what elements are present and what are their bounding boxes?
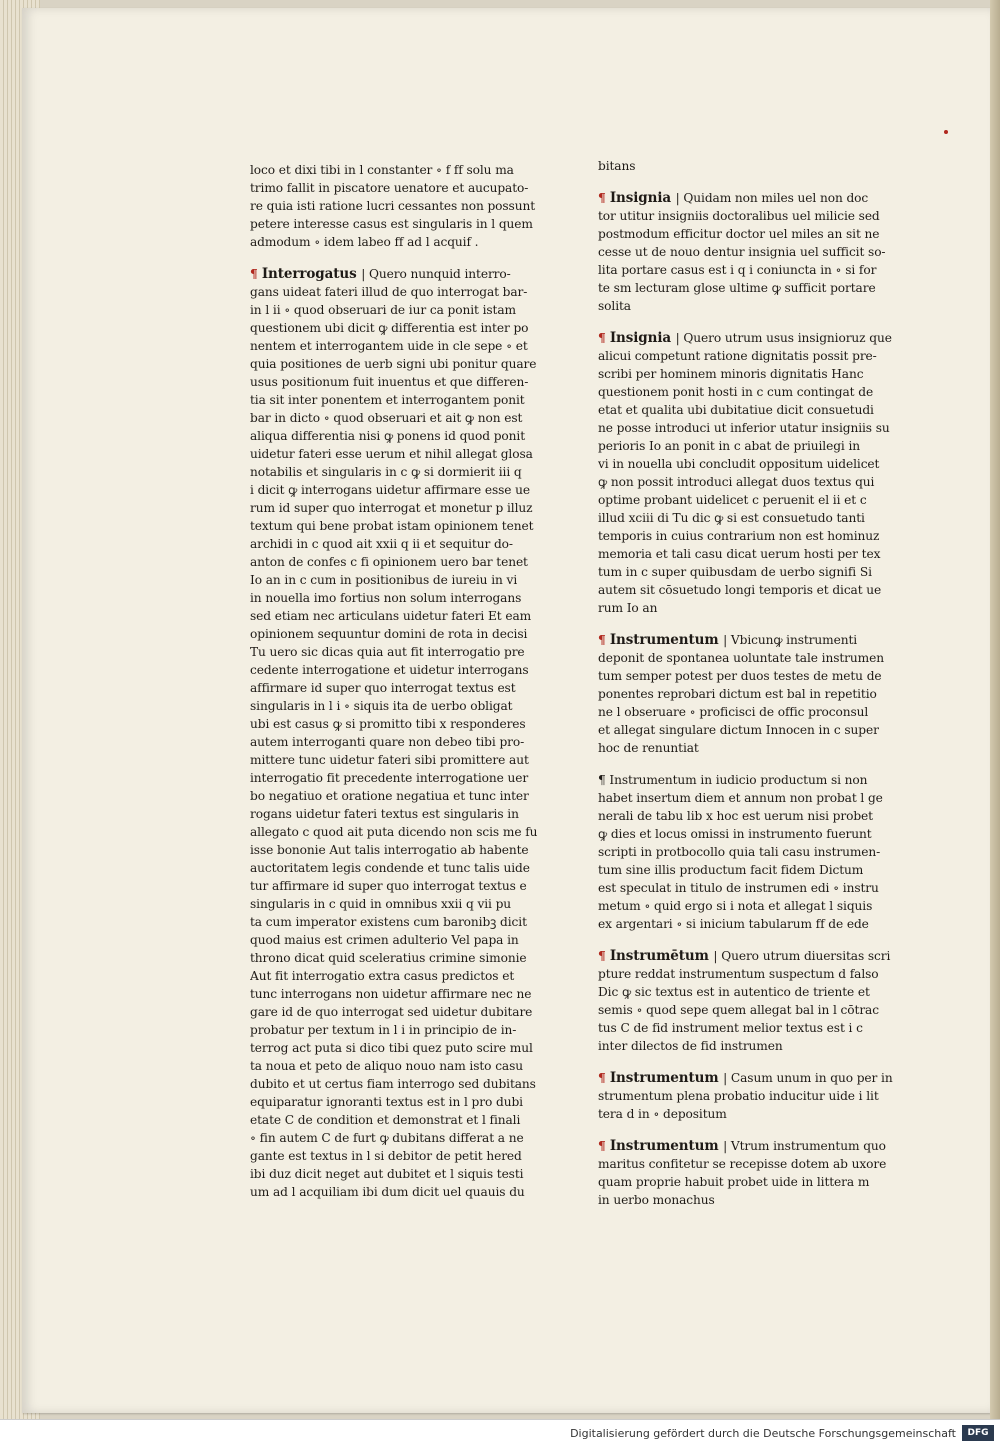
text-line: ibi duz dicit neget aut dubitet et l siquis testi [250,1167,524,1181]
text-line: ubi est casus ꝙ si promitto tibi x responderes [250,717,526,731]
text-line: ne l obseruare ∘ proficisci de offic proconsul [598,705,869,719]
text-line: notabilis et singularis in c ꝙ si dormierit iii q [250,465,522,479]
text-line: tum semper potest per duos testes de metu de [598,669,882,683]
text-line: ta cum imperator existens cum baronibꝫ dicit [250,915,527,929]
text-line: tia sit inter ponentem et interrogantem ponit [250,393,525,407]
text-line: rum Io an [598,601,658,615]
text-line: bitans [598,159,636,173]
text-line: te sm lecturam glose ultime ꝙ sufficit portare [598,281,876,295]
text-paragraph [598,157,898,175]
text-line: illud xciii di Tu dic ꝙ si est consuetudo tanti [598,511,865,525]
text-line: semis ∘ quod sepe quem allegat bal in l cōtrac [598,1003,879,1017]
left-text-column [250,161,550,1215]
text-line: gare id de quo interrogat sed uidetur dubitare [250,1005,533,1019]
text-line: sed etiam nec articulans uidetur fateri Et eam [250,609,532,623]
text-line: ¶ Instrumentum | Casum unum in quo per in [598,1070,893,1086]
text-paragraph [250,265,550,1201]
text-line: et allegat singulare dictum Innocen in c super [598,723,879,737]
text-line: anton de confes c fi opinionem uero bar tenet [250,555,528,569]
text-line: habet insertum diem et annum non probat l ge [598,791,883,805]
text-line: in nouella imo fortius non solum interrogans [250,591,522,605]
text-line: in l ii ∘ quod obseruari de iur ca ponit istam [250,303,516,317]
text-line: interrogatio fit precedente interrogatione uer [250,771,529,785]
text-line: singularis in c quid in omnibus xxii q vii pu [250,897,512,911]
text-line: uidetur fateri esse uerum et nihil allegat glosa [250,447,533,461]
text-line: questionem ubi dicit ꝙ differentia est inter po [250,321,529,335]
text-line: hoc de renuntiat [598,741,699,755]
text-paragraph [598,947,898,1055]
footer-credit-text: Digitalisierung gefördert durch die Deutsche Forschungsgemeinschaft [570,1427,956,1440]
text-line: loco et dixi tibi in l constanter ∘ f ff solu ma [250,163,514,177]
text-paragraph [598,771,898,933]
text-paragraph [598,1069,898,1123]
text-line: usus positionum fuit inuentus et que differen- [250,375,529,389]
text-paragraph [250,161,550,251]
text-line: lita portare casus est i q i coniuncta in ∘ si for [598,263,877,277]
text-line: ∘ fin autem C de furt ꝙ dubitans differat a ne [250,1131,524,1145]
text-line: autem interroganti quare non debeo tibi pro- [250,735,525,749]
text-line: in uerbo monachus [598,1193,715,1207]
text-line: alicui competunt ratione dignitatis possit pre- [598,349,877,363]
text-line: auctoritatem legis condende et tunc talis uide [250,861,530,875]
text-line: throno dicat quid sceleratius crimine simonie [250,951,527,965]
text-line: mittere tunc uidetur fateri sibi promittere aut [250,753,529,767]
book-right-edge [990,0,1000,1420]
text-line: gante est textus in l si debitor de petit hered [250,1149,522,1163]
text-paragraph [598,189,898,315]
text-line: affirmare id super quo interrogat textus est [250,681,516,695]
text-line: etate C de condition et demonstrat et l finali [250,1113,521,1127]
text-line: tunc interrogans non uidetur affirmare nec ne [250,987,532,1001]
text-line: um ad l acquiliam ibi dum dicit uel quauis du [250,1185,525,1199]
text-line: vi in nouella ubi concludit oppositum uidelicet [598,457,880,471]
text-line: ponentes reprobari dictum est bal in repetitio [598,687,877,701]
text-line: Dic ꝙ sic textus est in autentico de triente et [598,985,870,999]
text-line: cedente interrogatione et uidetur interrogans [250,663,529,677]
text-paragraph [598,631,898,757]
text-line: est speculat in titulo de instrumen edi ∘ instru [598,881,879,895]
text-line: metum ∘ quid ergo si i nota et allegat l siquis [598,899,873,913]
text-line: dubito et ut certus fiam interrogo sed dubitans [250,1077,536,1091]
text-line: questionem ponit hosti in c cum contingat de [598,385,874,399]
text-line: gans uideat fateri illud de quo interrogat bar- [250,285,528,299]
text-line: aliqua differentia nisi ꝙ ponens id quod ponit [250,429,526,443]
text-line: archidi in c quod ait xxii q ii et sequitur do- [250,537,513,551]
text-paragraph [598,329,898,617]
text-line: ex argentari ∘ si inicium tabularum ff de ede [598,917,869,931]
text-line: ¶ Interrogatus | Quero nunquid interro- [250,266,511,282]
text-line: inter dilectos de fid instrumen [598,1039,783,1053]
text-line: nerali de tabu lib x hoc est uerum nisi probet [598,809,873,823]
text-line: solita [598,299,631,313]
text-line: pture reddat instrumentum suspectum d falso [598,967,879,981]
text-line: quod maius est crimen adulterio Vel papa in [250,933,519,947]
text-line: trimo fallit in piscatore uenatore et aucupato- [250,181,529,195]
text-line: ¶ Insignia | Quidam non miles uel non doc [598,190,869,206]
text-line: nentem et interrogantem uide in cle sepe ∘ et [250,339,528,353]
text-line: Aut fit interrogatio extra casus predictos et [250,969,515,983]
digitization-footer [0,1419,1000,1448]
text-line: ne posse introduci ut inferior utatur insigniis su [598,421,890,435]
text-line: tum in c super quibusdam de uerbo signifi Si [598,565,872,579]
text-line: textum qui bene probat istam opinionem tenet [250,519,534,533]
text-line: ta noua et peto de aliquo nouo nam isto casu [250,1059,523,1073]
text-line: Io an in c cum in positionibus de iureiu in vi [250,573,518,587]
text-line: singularis in l i ∘ siquis ita de uerbo obligat [250,699,513,713]
text-line: ¶ Instrumētum | Quero utrum diuersitas scri [598,948,891,964]
text-line: perioris Io an ponit in c abat de priuilegi in [598,439,861,453]
text-line: tum sine illis productum facit fidem Dictum [598,863,864,877]
text-line: etat et qualita ubi dubitatiue dicit consuetudi [598,403,874,417]
text-line: tor utitur insigniis doctoralibus uel milicie sed [598,209,880,223]
text-line: quam proprie habuit probet uide in littera m [598,1175,870,1189]
text-line: ꝙ non possit introduci allegat duos textus qui [598,475,875,489]
text-line: rogans uidetur fateri textus est singularis in [250,807,519,821]
text-line: probatur per textum in l i in principio de in- [250,1023,517,1037]
text-line: Tu uero sic dicas quia aut fit interrogatio pre [250,645,525,659]
text-line: bo negatiuo et oratione negatiua et tunc inter [250,789,529,803]
text-line: ¶ Insignia | Quero utrum usus insignioruz que [598,330,892,346]
text-line: opinionem sequuntur domini de rota in decisi [250,627,528,641]
red-ink-mark [944,130,948,134]
right-text-column [598,157,898,1223]
text-line: terrog act puta si dico tibi quez puto scire mul [250,1041,533,1055]
text-line: deponit de spontanea uoluntate tale instrumen [598,651,884,665]
text-line: cesse ut de nouo dentur insignia uel sufficit so- [598,245,886,259]
text-line: ¶ Instrumentum | Vtrum instrumentum quo [598,1138,886,1154]
text-line: ¶ Instrumentum in iudicio productum si non [598,773,868,787]
text-line: equiparatur ignoranti textus est in l pro dubi [250,1095,523,1109]
text-line: autem sit cōsuetudo longi temporis et dicat ue [598,583,882,597]
text-line: rum id super quo interrogat et monetur p illuz [250,501,533,515]
text-line: tur affirmare id super quo interrogat textus e [250,879,527,893]
text-line: i dicit ꝙ interrogans uidetur affirmare esse ue [250,483,531,497]
text-line: ¶ Instrumentum | Vbicunꝙ instrumenti [598,632,858,648]
text-line: admodum ∘ idem labeo ff ad l acquif . [250,235,479,249]
text-paragraph [598,1137,898,1209]
text-line: scribi per hominem minoris dignitatis Hanc [598,367,864,381]
text-line: memoria et tali casu dicat uerum hosti per tex [598,547,881,561]
text-line: ꝙ dies et locus omissi in instrumento fuerunt [598,827,872,841]
text-line: temporis in cuius contrarium non est hominuz [598,529,880,543]
text-line: tera d in ∘ depositum [598,1107,727,1121]
text-line: re quia isti ratione lucri cessantes non possunt [250,199,536,213]
text-line: postmodum efficitur doctor uel miles an sit ne [598,227,880,241]
text-line: optime probant uidelicet c peruenit el ii et c [598,493,867,507]
text-line: isse bononie Aut talis interrogatio ab habente [250,843,529,857]
text-line: strumentum plena probatio inducitur uide i lit [598,1089,879,1103]
text-line: allegato c quod ait puta dicendo non scis me fu [250,825,538,839]
dfg-logo: DFG [962,1425,994,1441]
text-line: maritus confitetur se recepisse dotem ab uxore [598,1157,887,1171]
text-line: quia positiones de uerb signi ubi ponitur quare [250,357,537,371]
text-line: petere interesse casus est singularis in l quem [250,217,533,231]
text-line: tus C de fid instrument melior textus est i c [598,1021,863,1035]
text-line: scripti in protbocollo quia tali casu instrumen- [598,845,881,859]
text-line: bar in dicto ∘ quod obseruari et ait ꝙ non est [250,411,523,425]
